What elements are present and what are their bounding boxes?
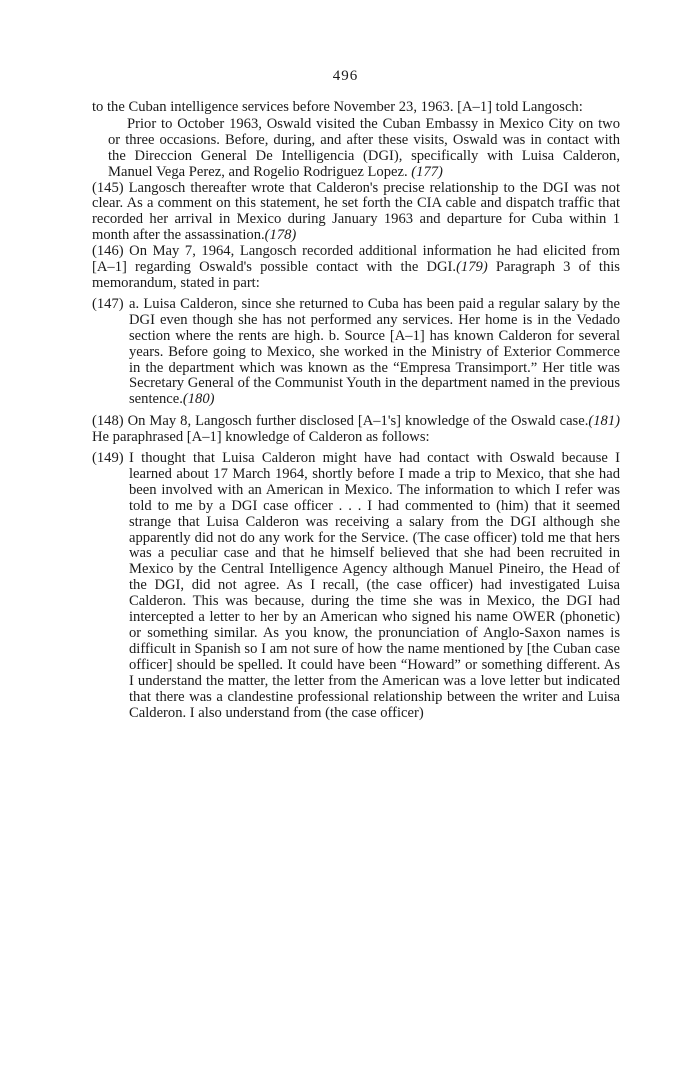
paragraph-147 bbox=[92, 297, 620, 408]
citation-179: (179) bbox=[456, 259, 488, 276]
citation-178: (178) bbox=[264, 227, 297, 244]
body-text bbox=[92, 100, 620, 721]
citation-180: (180) bbox=[182, 391, 215, 408]
citation-181: (181) bbox=[588, 413, 620, 430]
paragraph-148 bbox=[92, 414, 620, 446]
paragraph-145 bbox=[92, 181, 620, 245]
paragraph-148-tail: He paraphrased [A–1] knowledge of Calderon as follows: bbox=[92, 429, 430, 446]
paragraph-149-text: I thought that Luisa Calderon might have had contact with Oswald because I learned about 17 March 1964, shortly before I made a trip to Mexico, that she had been involved with an American in Mexico. The information to which I refer was told to me by a DGI case officer . . . I had commented to (him) that it seemed strange that Luisa Calderon was receiving a salary from the DGI although she apparently did not do any work for the Service. (The case officer) told me that hers was a peculiar case and that he himself believed that she had been recruited in Mexico by the Central Intelligence Agency although Manuel Pineiro, the Head of the DGI, did not agree. As I recall, (the case officer) had investigated Luisa Calderon. This was because, during the time she was in Mexico, the DGI had intercepted a letter to her by an American who signed his name OWER (phonetic) or something similar. As you know, the pronunciation of Anglo-Saxon names is difficult in Spanish so I am not sure of how the name mentioned by [the Cuban case officer] should be spelled. It could have been “Howard” or something different. As I understand the matter, the letter from the American was a love letter but indicated that there was a clandestine professional relationship between the writer and Luisa Calderon. I also understand from (the case officer) bbox=[129, 450, 620, 721]
paragraph-149 bbox=[92, 451, 620, 721]
paragraph-147-body bbox=[129, 297, 620, 408]
paragraph-148-text: (148) On May 8, Langosch further disclosed [A–1's] knowledge of the Oswald case. bbox=[92, 413, 589, 430]
paragraph-146-text: (146) On May 7, 1964, Langosch recorded additional information he had elicited from [A–1] regarding Oswald's possible contact with the DGI. bbox=[92, 243, 620, 276]
quote-block bbox=[92, 117, 620, 181]
page-number: 496 bbox=[332, 68, 359, 84]
paragraph-147-number: (147) bbox=[92, 295, 124, 312]
paragraph-149-number: (149) bbox=[92, 450, 124, 467]
citation-177: (177) bbox=[411, 163, 443, 180]
paragraph-146-tail: Paragraph 3 of this memorandum, stated in part: bbox=[92, 259, 620, 291]
paragraph-147-text: a. Luisa Calderon, since she returned to Cuba has been paid a regular salary by the DGI even though she has not performed any services. Her home is in the Vedado section where the rents are high. b. Source [A–1] has known Calderon for several years. Before going to Mexico, she worked in the Ministry of Exterior Commerce in the department which was known as the “Empresa Transimport.” Her title was Secretary General of the Communist Youth in the department named in the previous sentence. bbox=[129, 295, 620, 408]
paragraph-146 bbox=[92, 244, 620, 292]
intro-paragraph: to the Cuban intelligence services before November 23, 1963. [A–1] told Langosch: bbox=[92, 99, 583, 115]
paragraph-145-text: (145) Langosch thereafter wrote that Calderon's precise relationship to the DGI was not clear. As a comment on this statement, he set forth the CIA cable and dispatch traffic that recorded her arrival in Mexico during January 1963 and departure for Cuba within 1 month after the assassination. bbox=[92, 179, 620, 244]
quote-text: Prior to October 1963, Oswald visited the Cuban Embassy in Mexico City on two or three occasions. Before, during, and after these visits, Oswald was in contact with the Direccion General De Intelligencia (DGI), specifically with Luisa Calderon, Manuel Vega Perez, and Rogelio Rodriguez Lopez. bbox=[108, 115, 620, 180]
